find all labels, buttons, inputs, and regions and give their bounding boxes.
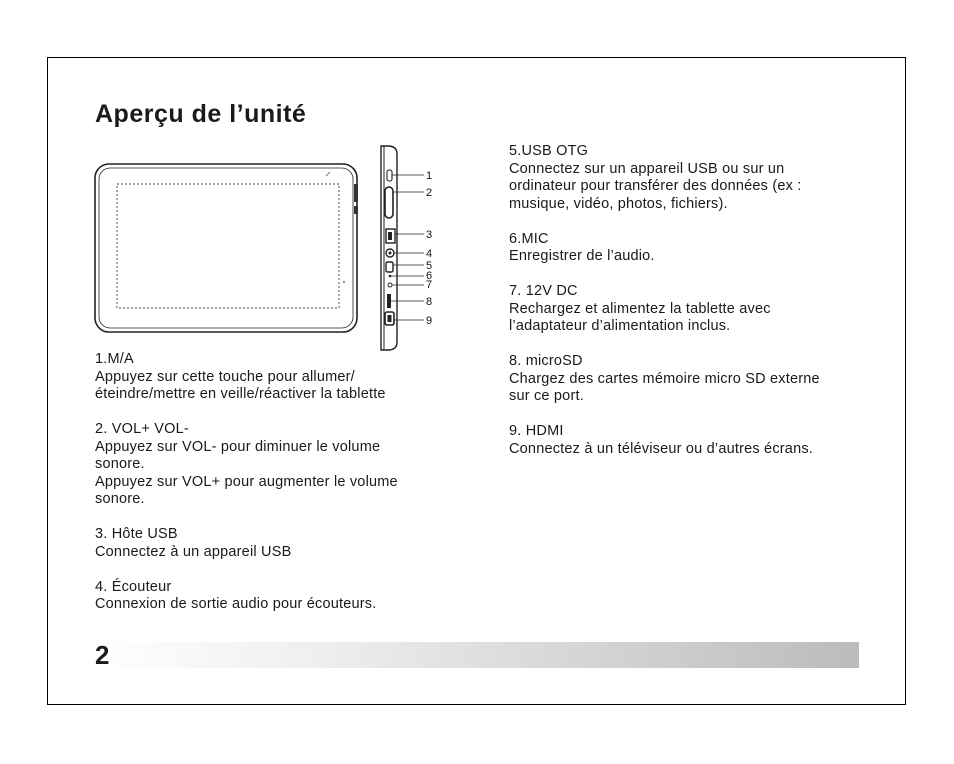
section-text: Connectez à un téléviseur ou d’autres écrans. xyxy=(509,440,814,457)
section-usb-otg xyxy=(509,143,889,213)
section-heading: 9. HDMI xyxy=(509,423,564,439)
tablet-diagram xyxy=(90,140,450,355)
right-column xyxy=(509,143,889,476)
callout-6: 6 xyxy=(426,270,433,282)
section-volume xyxy=(95,421,455,509)
section-text: l’adaptateur d’alimentation inclus. xyxy=(509,318,731,334)
section-heading: 7. 12V DC xyxy=(509,283,578,299)
section-text: musique, vidéo, photos, fichiers). xyxy=(509,195,728,212)
section-earphone xyxy=(95,579,455,614)
section-text: éteindre/mettre en veille/réactiver la tablette xyxy=(95,386,386,402)
section-mic xyxy=(509,231,889,266)
section-text: Connexion de sortie audio pour écouteurs. xyxy=(95,596,377,612)
page-number: 2 xyxy=(95,640,110,670)
footer-bar xyxy=(95,642,859,668)
section-text: Appuyez sur cette touche pour allumer/ xyxy=(95,368,355,385)
callout-5: 5 xyxy=(426,260,433,272)
section-text: Enregistrer de l’audio. xyxy=(509,248,655,264)
section-text: sonore. xyxy=(95,491,145,507)
section-hdmi xyxy=(509,423,889,458)
page-title: Aperçu de l’unité xyxy=(95,100,307,128)
section-text: Connectez à un appareil USB xyxy=(95,543,292,560)
callout-9: 9 xyxy=(426,315,433,327)
callout-8: 8 xyxy=(426,296,433,308)
left-column xyxy=(95,351,455,631)
section-heading: 4. Écouteur xyxy=(95,578,172,595)
callout-7: 7 xyxy=(426,279,433,291)
callout-3: 3 xyxy=(426,229,433,241)
section-dc-in xyxy=(509,283,889,336)
section-text: Chargez des cartes mémoire micro SD externe xyxy=(509,370,820,387)
section-microsd xyxy=(509,353,889,406)
section-heading: 2. VOL+ VOL- xyxy=(95,421,189,437)
section-text: Connectez sur un appareil USB ou sur un xyxy=(509,160,785,177)
section-power xyxy=(95,351,455,404)
section-text: ordinateur pour transférer des données (ex : xyxy=(509,178,802,194)
section-heading: 8. microSD xyxy=(509,353,583,369)
callout-1: 1 xyxy=(426,170,433,182)
section-text: sur ce port. xyxy=(509,388,584,404)
section-text: Appuyez sur VOL+ pour augmenter le volume xyxy=(95,473,398,490)
callout-4: 4 xyxy=(426,248,433,260)
tablet-front-view xyxy=(95,164,358,332)
section-text: Rechargez et alimentez la tablette avec xyxy=(509,300,771,317)
callout-2: 2 xyxy=(426,187,433,199)
section-text: Appuyez sur VOL- pour diminuer le volume xyxy=(95,438,381,455)
tablet-side-view xyxy=(381,146,397,350)
section-heading: 1.M/A xyxy=(95,351,134,367)
section-text: sonore. xyxy=(95,456,145,472)
section-heading: 3. Hôte USB xyxy=(95,526,178,542)
section-usb-host xyxy=(95,526,455,561)
section-heading: 5.USB OTG xyxy=(509,143,589,159)
section-heading: 6.MIC xyxy=(509,230,549,247)
